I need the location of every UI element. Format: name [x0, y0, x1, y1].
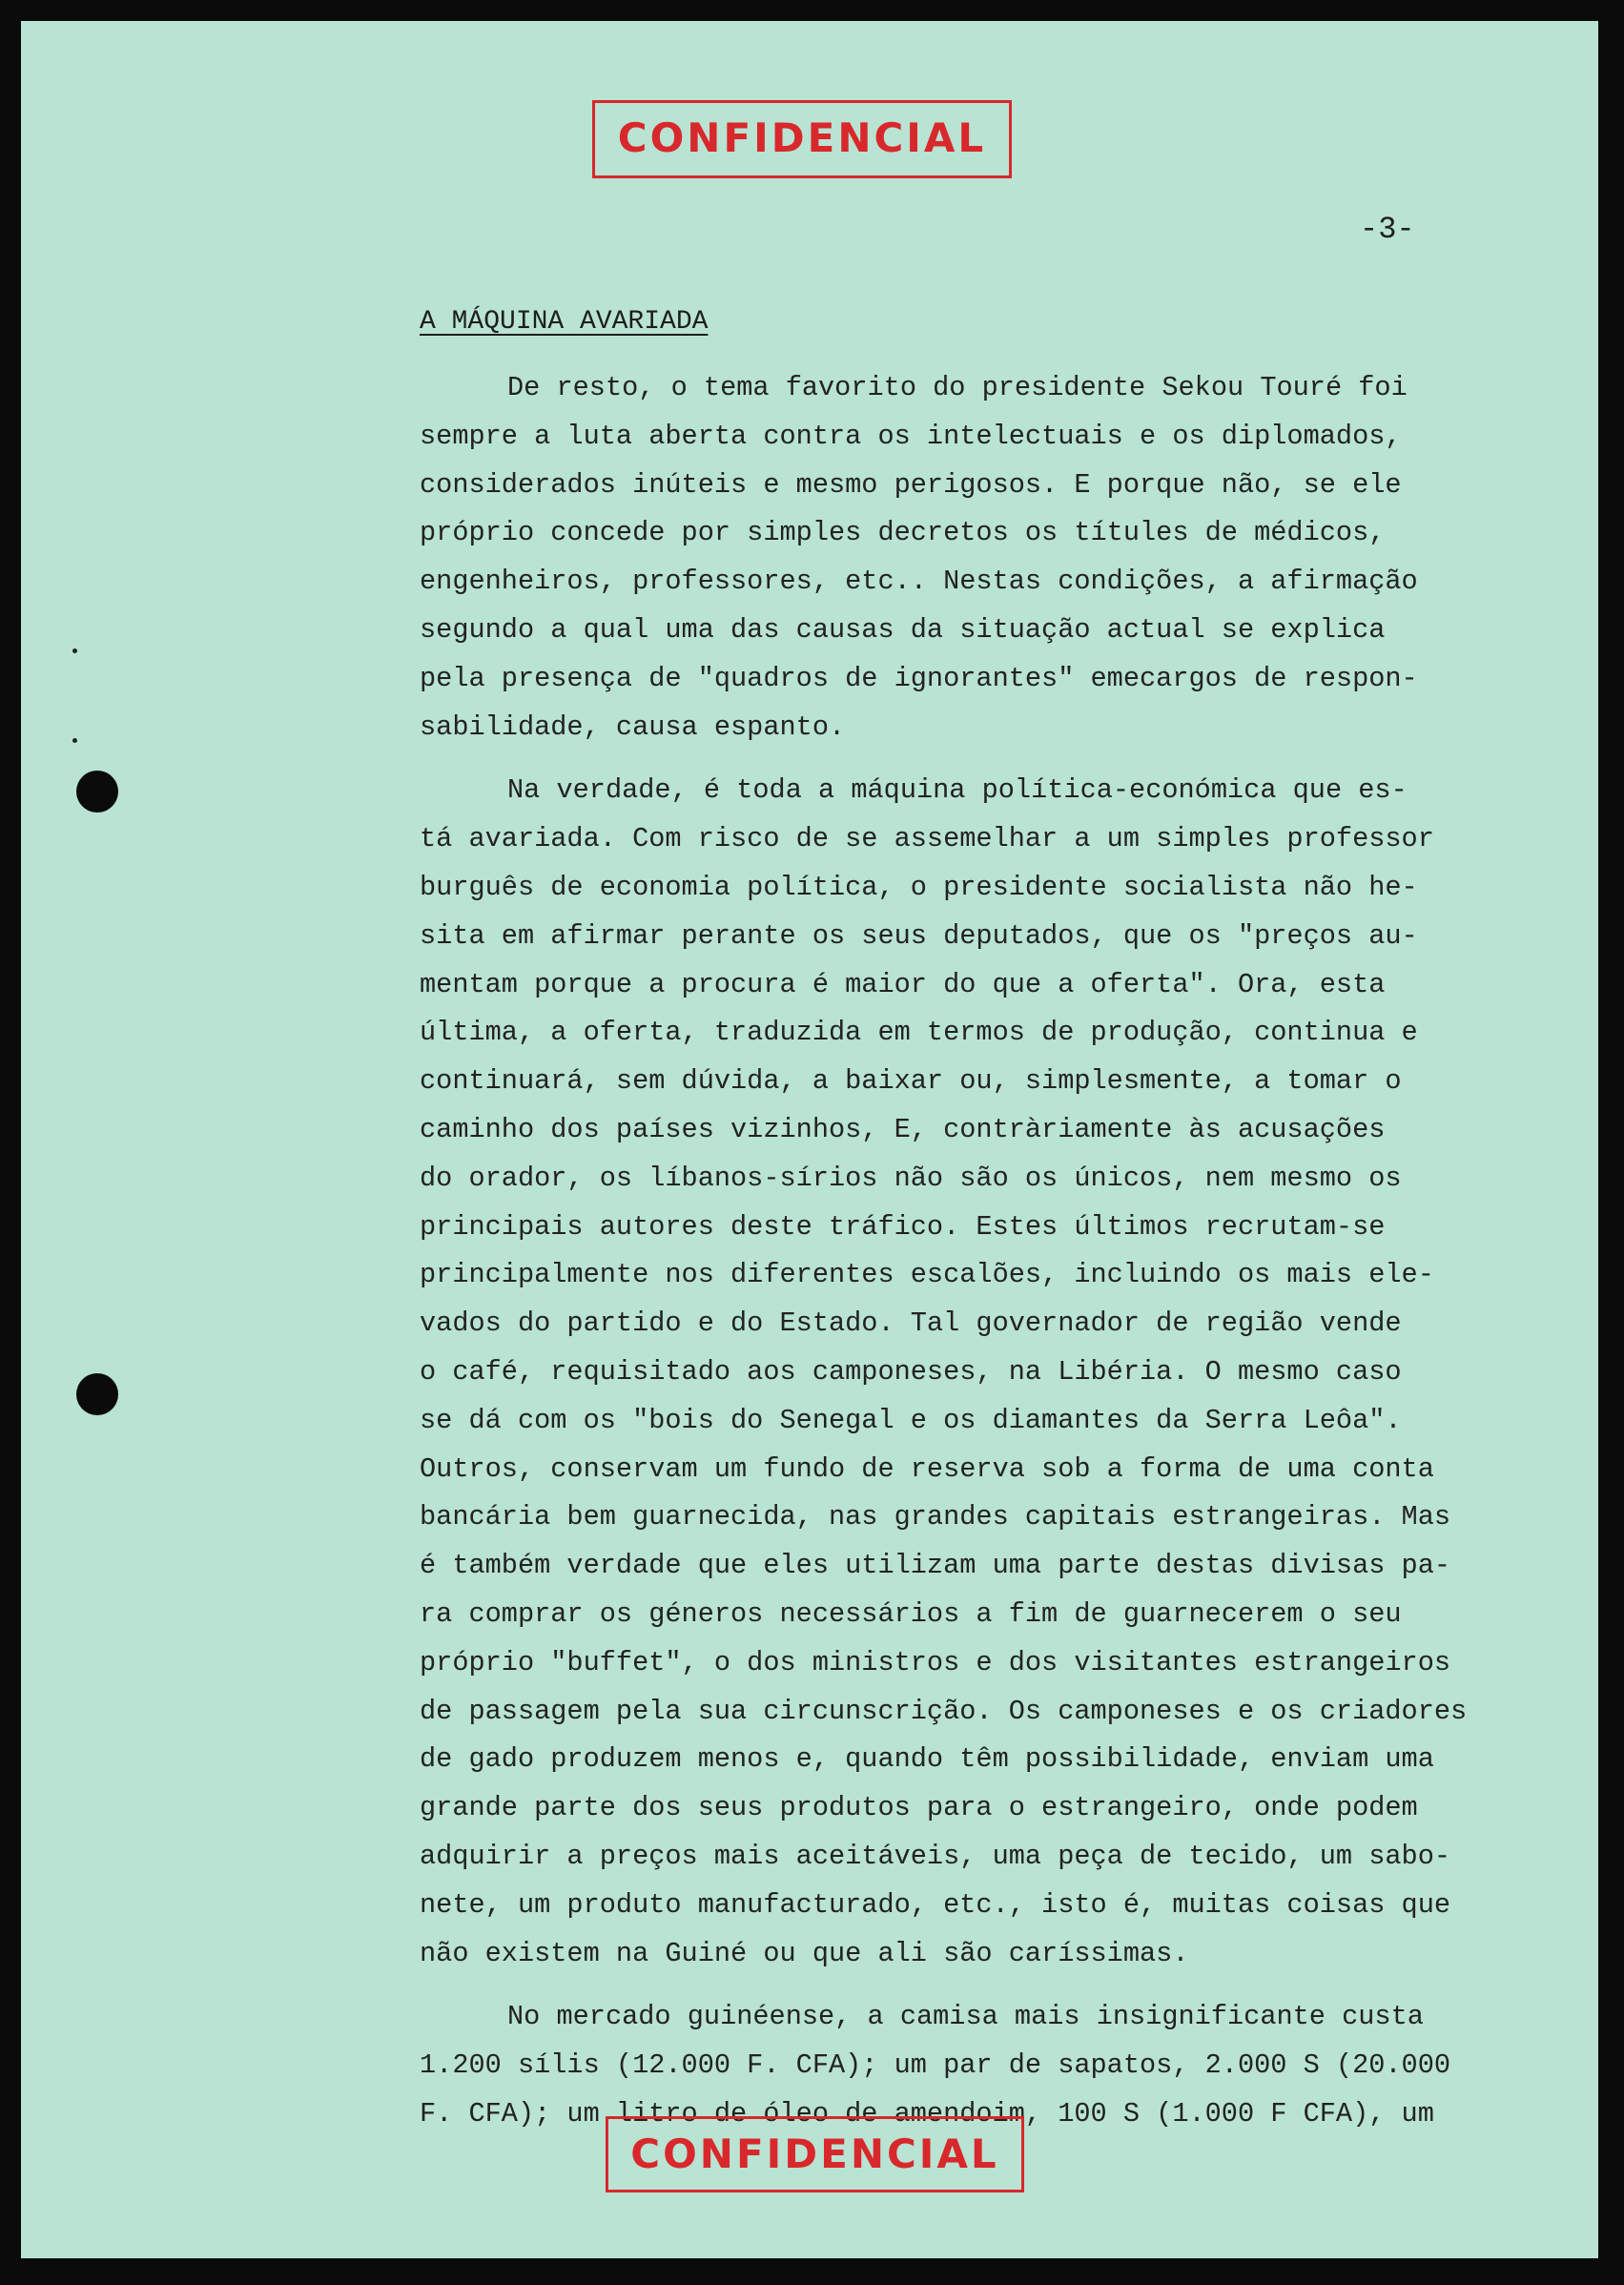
text-line: considerados inúteis e mesmo perigosos. E porque não, se ele [420, 468, 1402, 501]
text-line: segundo a qual uma das causas da situação actual se explica [420, 613, 1386, 646]
paragraph [420, 767, 1564, 1978]
text-line: F. CFA); um litro de óleo de amendoim, 100 S (1.000 F CFA), um [420, 2097, 1434, 2130]
text-line: sabilidade, causa espanto. [420, 710, 846, 743]
text-line: burguês de economia política, o presidente socialista não he- [420, 871, 1418, 903]
text-line: tá avariada. Com risco de se assemelhar a um simples professor [420, 823, 1434, 855]
text-line: pela presença de "quadros de ignorantes" emecargos de respon- [420, 662, 1418, 694]
text-line: próprio "buffet", o dos ministros e dos visitantes estrangeiros [420, 1646, 1451, 1678]
text-line: de gado produzem menos e, quando têm possibilidade, enviam uma [420, 1743, 1434, 1776]
paragraph [420, 364, 1564, 751]
text-line: nete, um produto manufacturado, etc., isto é, muitas coisas que [420, 1888, 1451, 1921]
document-page [21, 21, 1598, 2258]
text-line: sita em afirmar perante os seus deputados, que os "preços au- [420, 919, 1418, 952]
text-line: principalmente nos diferentes escalões, incluindo os mais ele- [420, 1259, 1434, 1291]
text-line: vados do partido e do Estado. Tal governador de região vende [420, 1307, 1402, 1340]
text-line: bancária bem guarnecida, nas grandes capitais estrangeiras. Mas [420, 1501, 1451, 1534]
section-heading: A MÁQUINA AVARIADA [420, 307, 709, 337]
text-line: de passagem pela sua circunscrição. Os camponeses e os criadores [420, 1695, 1468, 1727]
text-line: continuará, sem dúvida, a baixar ou, simplesmente, a tomar o [420, 1065, 1402, 1098]
text-line: sempre a luta aberta contra os intelectuais e os diplomados, [420, 420, 1402, 452]
text-line: se dá com os "bois do Senegal e os diamantes da Serra Leôa". [420, 1404, 1402, 1436]
text-line: Na verdade, é toda a máquina política-económica que es- [507, 774, 1408, 807]
text-line: Outros, conservam um fundo de reserva sob a forma de uma conta [420, 1452, 1434, 1485]
ink-speck [72, 648, 77, 653]
confidential-stamp-top: CONFIDENCIAL [592, 100, 1012, 178]
text-line: é também verdade que eles utilizam uma parte destas divisas pa- [420, 1550, 1451, 1582]
text-line: De resto, o tema favorito do presidente Sekou Touré foi [507, 372, 1408, 403]
text-line: mentam porque a procura é maior do que a oferta". Ora, esta [420, 968, 1386, 1000]
body-text [420, 364, 1564, 2154]
text-line: próprio concede por simples decretos os títules de médicos, [420, 517, 1386, 549]
text-line: grande parte dos seus produtos para o estrangeiro, onde podem [420, 1792, 1418, 1824]
confidential-stamp-bottom: CONFIDENCIAL [606, 2116, 1024, 2192]
text-line: 1.200 sílis (12.000 F. CFA); um par de sapatos, 2.000 S (20.000 [420, 2049, 1451, 2082]
punch-hole [76, 771, 118, 813]
text-line: adquirir a preços mais aceitáveis, uma peça de tecido, um sabo- [420, 1840, 1451, 1872]
text-line: última, a oferta, traduzida em termos de produção, continua e [420, 1017, 1418, 1049]
ink-speck [72, 738, 77, 743]
punch-hole [76, 1373, 118, 1415]
text-line: engenheiros, professores, etc.. Nestas condições, a afirmação [420, 566, 1418, 598]
text-line: não existem na Guiné ou que ali são caríssimas. [420, 1937, 1189, 1969]
text-line: principais autores deste tráfico. Estes últimos recrutam-se [420, 1210, 1386, 1243]
text-line: ra comprar os géneros necessários a fim de guarnecerem o seu [420, 1597, 1402, 1630]
text-line: o café, requisitado aos camponeses, na Libéria. O mesmo caso [420, 1355, 1402, 1388]
text-line: do orador, os líbanos-sírios não são os únicos, nem mesmo os [420, 1162, 1402, 1194]
page-number: -3- [1360, 212, 1415, 247]
text-line: No mercado guinéense, a camisa mais insignificante custa [507, 2001, 1424, 2033]
text-line: caminho dos países vizinhos, E, contràriamente às acusações [420, 1113, 1386, 1145]
